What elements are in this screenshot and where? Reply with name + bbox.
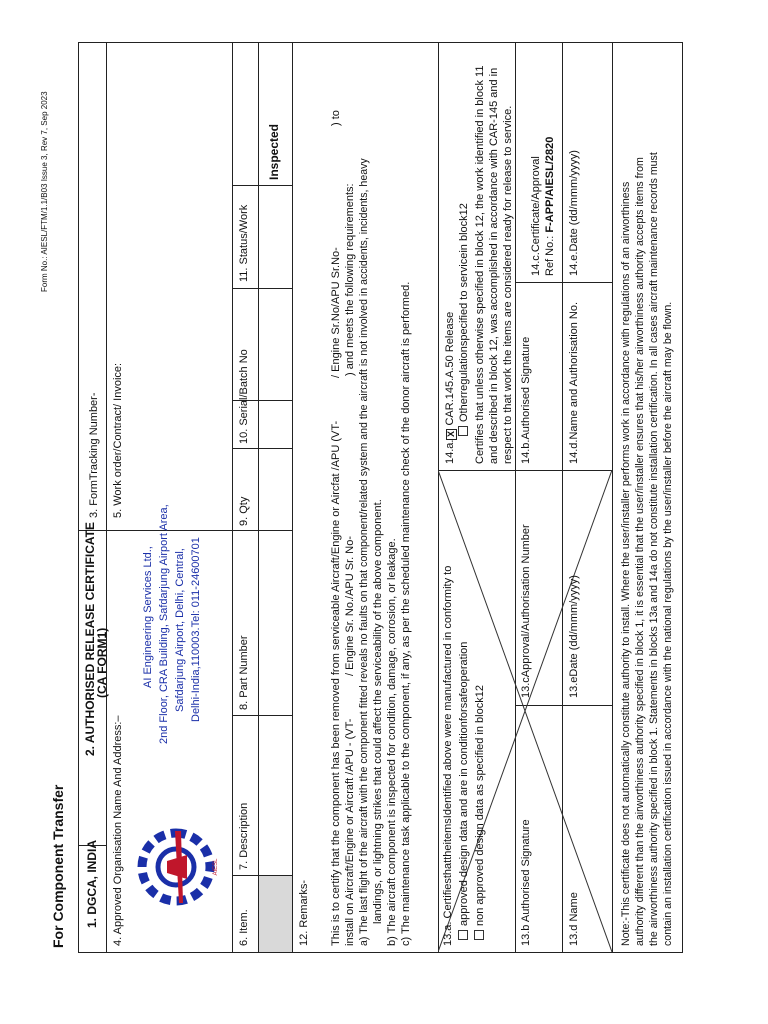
block13e-label: 13.eDate (dd/mmm/yyyy) bbox=[568, 575, 580, 698]
remarks-line2-end: ) and meets the following requirements: bbox=[344, 183, 356, 376]
col-serial: 10. Serial/Batch No bbox=[238, 349, 250, 444]
col-description: 7. Description bbox=[238, 802, 250, 870]
block13a-opt1: approved design data and are in conditionforsafeoperation bbox=[458, 642, 471, 940]
note-line4: contain an installation certification issued in accordance with the national regulations by the user/installer before the aircraft may be flown. bbox=[662, 301, 674, 946]
block14c-ref: Ref No.: F-APP/AIESL/2820 bbox=[544, 136, 556, 276]
block13c-label: 13.cApproval/Authorisation Number bbox=[520, 524, 532, 698]
block14a-check2: Otherregulationspecified to servicein block12 bbox=[458, 203, 471, 436]
block2-title-label: 2. AUTHORISED RELEASE CERTIFICATE bbox=[83, 521, 97, 756]
block14a-check1: 14.a.XCAR.145.A.50 Release bbox=[444, 311, 456, 464]
check2-box[interactable] bbox=[458, 426, 468, 436]
svg-text:AIESL: AIESL bbox=[213, 858, 219, 876]
check1-box[interactable]: X bbox=[446, 429, 457, 440]
opt2-checkbox[interactable] bbox=[474, 930, 484, 940]
opt1-checkbox[interactable] bbox=[458, 930, 468, 940]
block14a-text1: Certifies that unless otherwise specified in block 12, the work identified in block 11 bbox=[474, 65, 486, 464]
block14a-text2: and described in block 12, was accomplished in accordance with CAR-145 and in bbox=[488, 67, 500, 464]
block13d-label: 13.d Name bbox=[568, 892, 580, 946]
org-address-line1: AI Engineering Services Ltd., bbox=[142, 546, 154, 688]
remarks-line1: This is to certify that the component has been removed from serviceable Aircraft/Engine or Aircfat /APU (VT- bbox=[330, 420, 342, 946]
block4-label: 4. Approved Organisation Name And Address:– bbox=[112, 715, 124, 946]
remarks-line1-end: ) to bbox=[330, 110, 342, 126]
note-line3: the airworthiness authority specified in block 1. Statements in blocks 13a and 14a do not constitute installation certification. In all cases aircraft maintenance records must bbox=[648, 152, 660, 946]
block14d-label: 14.d.Name and Authorisation No. bbox=[568, 301, 580, 464]
remarks-item-a-cont: landings, or lightning strikes that could affect the serviceability of the above component. bbox=[372, 499, 384, 924]
block14a-text3: respect to that work the items are considered ready for release to service. bbox=[502, 105, 514, 464]
remarks-label: 12. Remarks- bbox=[298, 879, 310, 946]
remarks-item-a: a) The last flight of the aircraft with the component fitted reveals no faults on that component/related system and the aircraft is not involved in accidents, incidents, heavy bbox=[358, 158, 370, 946]
remarks-item-c: c) The maintenance task applicable to the component, if any, as per the scheduled maintenance check of the donor aircraft is performed. bbox=[400, 281, 412, 946]
remarks-item-b: b) The aircraft component is inspected for condition, damage, corrosion, or leakage. bbox=[386, 538, 398, 946]
col-qty: 9. Qty bbox=[238, 496, 250, 526]
remarks-line2-mid: / Engine Sr. No./APU Sr. No- bbox=[344, 535, 356, 676]
block13a-opt2: non approved design data as specified in block12 bbox=[474, 685, 487, 940]
col-part-number: 8. Part Number bbox=[238, 635, 250, 710]
status-value: Inspected bbox=[267, 123, 281, 180]
block5-label: 5. Work order/Contract/ Invoice: bbox=[112, 362, 124, 518]
block13a-title: 13.a. CertifiesthattheitemsIdentified above were manufactured in conformity to bbox=[442, 565, 454, 946]
note-line1: Note:-This certificate does not automatically constitute authority to install. Where the user/installer performs work in accordance with regulations of an airworthiness bbox=[620, 181, 632, 946]
form-number-text: Form No.: AIESL/FTM/1.1/B03 Issue 3, Rev 7, Sep 2023 bbox=[40, 91, 49, 292]
aiesl-logo bbox=[126, 818, 226, 916]
note-line2: authority different than the airworthiness authority specified in block 1, it is essential that the user/installer ensures that his/her airworthiness authority accepts items from bbox=[634, 157, 646, 946]
block14b-label: 14.b.Authorised Signature bbox=[520, 336, 532, 464]
remarks-line1-mid: / Engine Sr.No/APU Sr.No- bbox=[330, 247, 342, 378]
col-status: 11. Status/Work bbox=[238, 204, 250, 282]
block1-label: 1. DGCA, INDIA bbox=[85, 839, 99, 928]
block14c-label: 14.c.Certificate/Approval bbox=[530, 156, 542, 276]
block13b-label: 13.b Authorised Signature bbox=[520, 819, 532, 946]
col-item: 6. Item. bbox=[238, 909, 250, 946]
grey-cell bbox=[259, 876, 292, 952]
org-address-line3: Safdarjung Airport, Delhi, Central, bbox=[174, 548, 186, 712]
block2-subtitle-label: (CA FORM1) bbox=[95, 627, 109, 698]
remarks-line2: install on Aircraft/Engine or Aircraft /APU - (VT- bbox=[344, 718, 356, 946]
page-heading: For Component Transfer bbox=[50, 784, 66, 948]
block14e-label: 14.e.Date (dd/mmm/yyyy) bbox=[568, 150, 580, 276]
org-address-line2: 2nd Floor, CRA Building, Safdarjung Airport Area, bbox=[158, 504, 170, 744]
block3-label: 3. FormTracking Number- bbox=[88, 392, 100, 518]
org-address-line4: Delhi-India,110003.Tel: 011-24600701 bbox=[190, 537, 202, 722]
